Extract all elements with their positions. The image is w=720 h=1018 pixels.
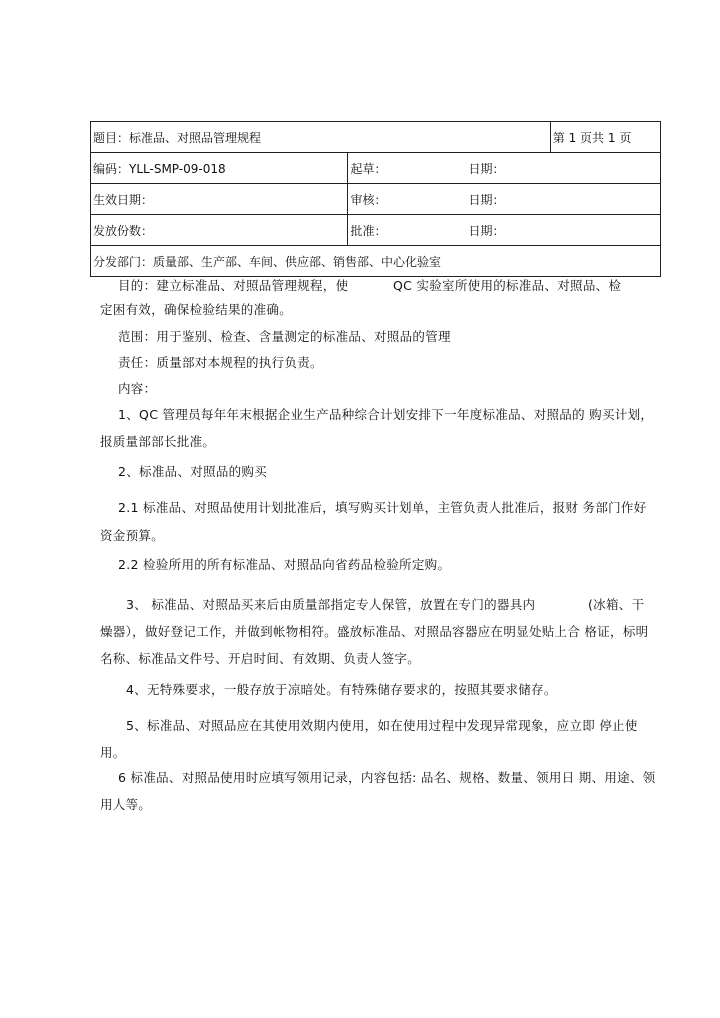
header-row-distribution (91, 246, 661, 277)
header-row-title (91, 122, 661, 153)
item2-line: 2、标准品、对照品的购买 (118, 464, 268, 479)
item2-1-line-2: 资金预算。 (100, 528, 165, 543)
title-cell: 题目：标准品、对照品管理规程 (91, 122, 551, 153)
purpose-line-2: 定困有效，确保检验结果的准确。 (100, 302, 293, 317)
item3-line-1b: (冰箱、干 (588, 597, 645, 612)
item3-line-2: 燥器），做好登记工作，并做到帐物相符。盛放标准品、对照品容器应在明显处贴上合 格证，标明 (100, 624, 649, 639)
code-cell: 编码：YLL-SMP-09-018 (91, 153, 348, 184)
approve-label: 批准： (350, 223, 387, 238)
copies-cell: 发放份数： (91, 215, 348, 246)
page-cell: 第 1 页共 1 页 (550, 122, 660, 153)
responsibility-line: 责任：质量部对本规程的执行负责。 (118, 355, 323, 370)
distribution-cell: 分发部门：质量部、生产部、车间、供应部、销售部、中心化验室 (91, 246, 661, 277)
item2-2-line: 2.2 检验所用的所有标准品、对照品向省药品检验所定购。 (118, 557, 451, 572)
item4-line: 4、无特殊要求，一般存放于凉暗处。有特殊储存要求的，按照其要求储存。 (126, 682, 557, 697)
item5-line-2: 用。 (100, 745, 126, 760)
draft-date-label: 日期： (468, 161, 505, 176)
header-row-copies (91, 215, 661, 246)
item2-1-line-1: 2.1 标准品、对照品使用计划批准后，填写购买计划单，主管负责人批准后，报财 务部门作好 (118, 500, 647, 515)
draft-cell (348, 153, 661, 184)
review-cell (348, 184, 661, 215)
item1-line-1: 1、QC 管理员每年年末根据企业生产品种综合计划安排下一年度标准品、对照品的 购买计划， (118, 407, 654, 422)
review-label: 审核： (350, 192, 387, 207)
item3-line-3: 名称、标准品文件号、开启时间、有效期、负责人签字。 (100, 651, 421, 666)
draft-label: 起草： (350, 161, 387, 176)
item1-line-2: 报质量部部长批准。 (100, 434, 216, 449)
purpose-line-1: 目的：建立标准品、对照品管理规程，使 (118, 278, 349, 293)
approve-date-label: 日期： (468, 223, 505, 238)
item3-line-1a: 3、 标准品、对照品买来后由质量部指定专人保管，放置在专门的器具内 (126, 597, 536, 612)
header-row-code (91, 153, 661, 184)
effective-date-cell: 生效日期： (91, 184, 348, 215)
item6-line-1: 6 标准品、对照品使用时应填写领用记录，内容包括: 品名、规格、数量、领用日 期、用途、领 (118, 770, 656, 785)
purpose-line-1b: QC 实验室所使用的标准品、对照品、检 (393, 278, 622, 293)
item5-line-1: 5、标准品、对照品应在其使用效期内使用，如在使用过程中发现异常现象，应立即 停止使 (126, 718, 638, 733)
item6-line-2: 用人等。 (100, 797, 152, 812)
content-label: 内容： (118, 381, 157, 396)
approve-cell (348, 215, 661, 246)
header-table (90, 121, 661, 277)
header-row-effective (91, 184, 661, 215)
review-date-label: 日期： (468, 192, 505, 207)
scope-line: 范围：用于鉴别、检查、含量测定的标准品、对照品的管理 (118, 329, 451, 344)
